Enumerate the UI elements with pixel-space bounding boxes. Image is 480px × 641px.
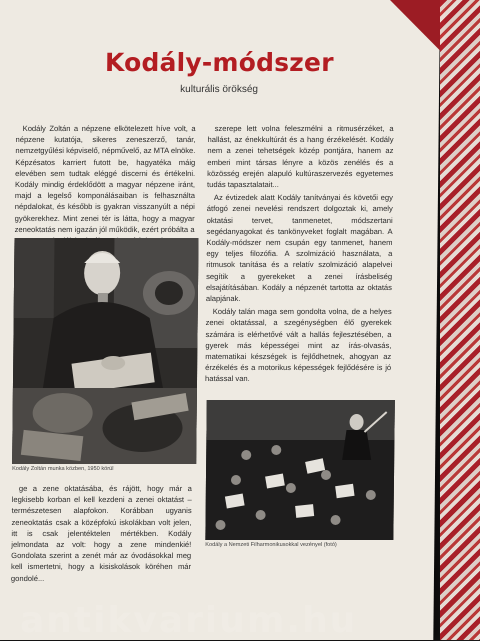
photo-caption: Kodály Zoltán munka közben, 1950 körül — [12, 466, 114, 472]
page-title: Kodály-módszer — [104, 48, 334, 77]
paragraph: ge a zene oktatásába, és rájött, hogy már a legkisebb korban el kell kezdeni a zenei oktatást – természetesen alapfokon. Korábban ugyanis zeneoktatás csak a középfokú iskolákban volt jelen, itt is csak jelentéktelen mértékben. Kodály jelmondata az volt: hogy a zene mindenkié! Gondolata szerint a zenét már az óvodásokkal meg kell ismertetni, hogy a kisiskolások köréhen már gondolé... — [10, 484, 192, 583]
photo-kodaly-svg — [12, 238, 198, 464]
paragraph: szerepe lett volna feleszmélni a ritmusérzéket, a hallást, az énekkultúrát és a hang érzékelését. Kodály nem a zenei tehetségek közép pontjára, hanem az emberi mint társas lényre a közös zenélés és a közösség erején alapuló kultúraszervezés egyetemes tudás tapasztalatait... — [207, 124, 394, 190]
text-column-right — [205, 123, 394, 393]
red-ornamental-border — [440, 0, 480, 640]
text-column-left-top — [15, 123, 196, 238]
text-column-left-bottom — [10, 483, 192, 583]
photo-orchestra-svg — [205, 400, 394, 540]
photo-orchestra — [205, 400, 394, 540]
watermark: antikvarium.hu — [20, 600, 358, 641]
photo-kodaly-working — [12, 238, 198, 464]
page-subtitle: kulturális örökség — [180, 84, 259, 95]
paragraph: Kodály talán maga sem gondolta volna, de a helyes zenei oktatással, a szegénységben élő gyerekek számára is elérhetővé vált a hallás fejlesztésében, a gyerek más képességei mint az írás-olvasás, matematikai készségek is fejlődhetnek, ahogyan az érzékelés és a motorikus képességek fejlődésére is jó hatással van. — [204, 307, 392, 384]
paragraph: Kodály Zoltán a népzene elkötelezett híve volt, a népzene kutatója, sikeres zeneszerző, tanár, nemzetgyűlési képviselő, népművelő, az MTA elnöke. Képzésatos karriert futott be, hagyatéka máig elevében sem tudtak eléggé discerni és értékelni. Kodály mindig érdeklődött a magyar népzene iránt, majd a legelső komponálásaiban is felhasználta népdalokat, és később is gyakran visszanyúlt a népi gyökerekhez. Mint zenei tér is látta, hogy a magyar zeneoktatás nem igazán jól működik, ezért próbálta a — [14, 124, 196, 234]
paragraph: Az évtizedek alatt Kodály tanítványai és követői egy átfogó zenei nevelési rendszert dolgoztak ki, amely oktatási tervet, tanmenetet, módszertani segédanyagokat és tankönyveket foglalt magában. A Kodály-módszer nem csupán egy tanmenet, hanem egy teljes filozófia. A szolmizáció használata, a ritmusok tanítása és a relatív szolmizáció alapelvei segítik a gyerekeket a zenei írásbeliség elsajátításában. Kodály a népzenét tartotta az oktatás alapjának. — [205, 193, 393, 304]
corner-decoration — [389, 0, 445, 55]
photo-caption: Kodály a Nemzeti Filharmonikusokkal vezényel (fotó) — [205, 542, 337, 548]
